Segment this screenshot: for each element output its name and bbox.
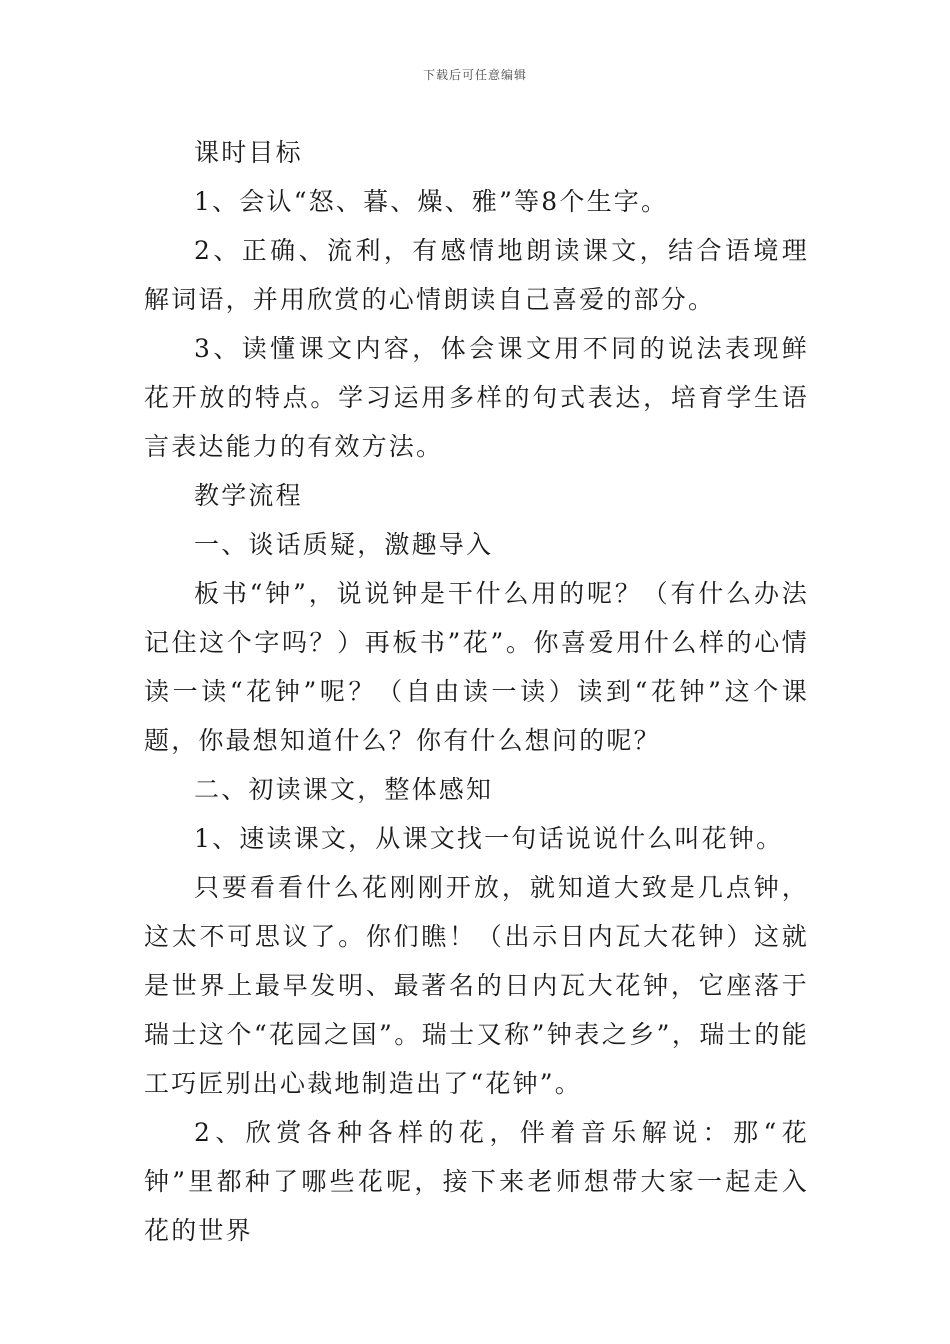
objective-item-1: 1、会认“怒、暮、燥、雅”等8个生字。 bbox=[194, 187, 669, 216]
objective-item-3: 3、读懂课文内容，体会课文用不同的说法表现鲜花开放的特点。学习运用多样的句式表达，培育学生语言表达能力的有效方法。 bbox=[144, 334, 809, 461]
section-heading-objectives: 课时目标 bbox=[194, 138, 303, 167]
section-heading-process: 教学流程 bbox=[194, 481, 303, 510]
step-2-paragraph: 只要看看什么花刚刚开放，就知道大致是几点钟，这太不可思议了。你们瞧！（出示日内瓦大花钟）这就是世界上最早发明、最著名的日内瓦大花钟，它座落于瑞士这个“花园之国”。瑞士又称”钟表之乡”，瑞士的能工巧匠别出心裁地制造出了“花钟”。 bbox=[144, 873, 809, 1098]
document-body bbox=[144, 128, 809, 1255]
objective-item-2: 2、正确、流利，有感情地朗读课文，结合语境理解词语，并用欣赏的心情朗读自己喜爱的部分。 bbox=[144, 236, 809, 314]
step-2-item-2: 2、欣赏各种各样的花，伴着音乐解说：那“花钟”里都种了哪些花呢，接下来老师想带大家一起走入花的世界 bbox=[144, 1118, 809, 1245]
step-2-item-1: 1、速读课文，从课文找一句话说说什么叫花钟。 bbox=[194, 824, 784, 853]
step-heading-2: 二、初读课文，整体感知 bbox=[194, 775, 494, 804]
step-1-paragraph: 板书“钟”，说说钟是干什么用的呢？（有什么办法记住这个字吗？）再板书”花”。你喜爱用什么样的心情读一读“花钟”呢？（自由读一读）读到“花钟”这个课题，你最想知道什么？你有什么想问的呢？ bbox=[144, 579, 809, 755]
step-heading-1: 一、谈话质疑，激趣导入 bbox=[194, 530, 494, 559]
page-header-note: 下载后可任意编辑 bbox=[422, 68, 527, 82]
